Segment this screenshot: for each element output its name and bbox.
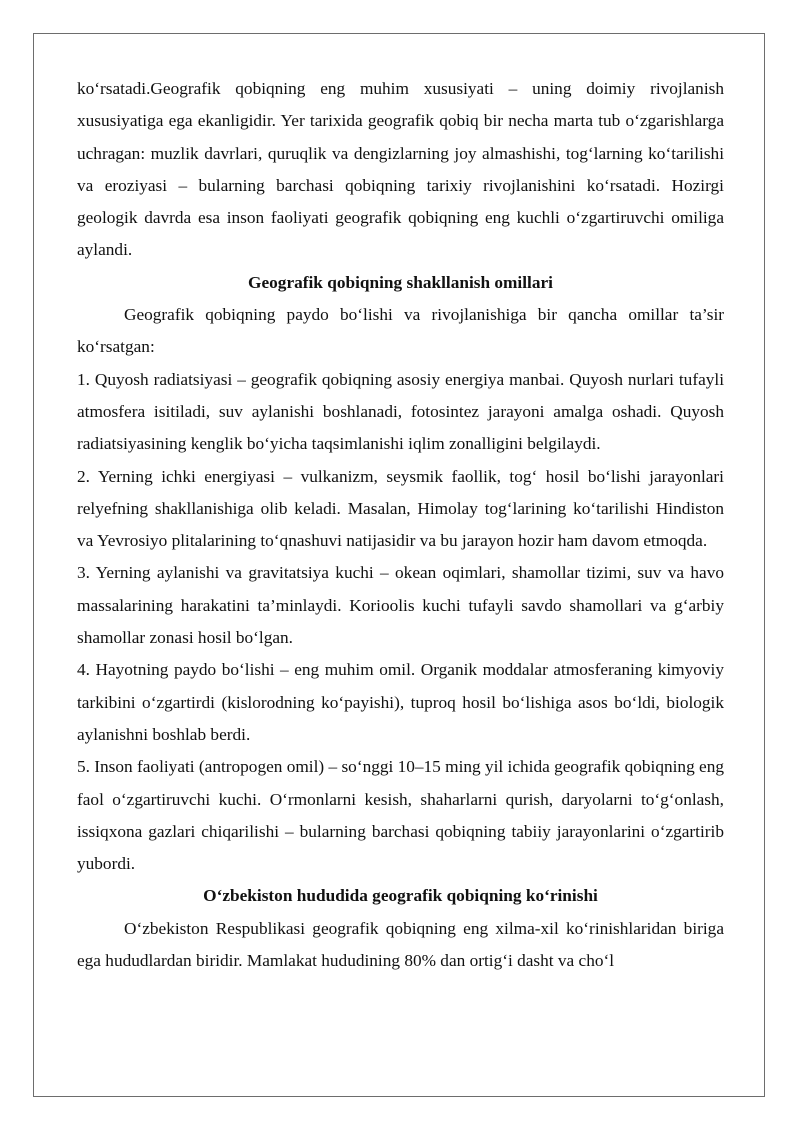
- document-body: [77, 73, 724, 977]
- section-lead-uzbekistan: O‘zbekiston Respublikasi geografik qobiqning eng xilma-xil ko‘rinishlaridan biriga ega hududlardan biridir. Mamlakat hududining 80% dan ortig‘i dasht va cho‘l: [77, 918, 724, 971]
- section-heading-factors: Geografik qobiqning shakllanish omillari: [248, 272, 553, 292]
- factor-item-solar-radiation: 1. Quyosh radiatsiyasi – geografik qobiqning asosiy energiya manbai. Quyosh nurlari tufayli atmosfera isitiladi, suv aylanishi boshlanadi, fotosintez jarayoni amalga oshadi. Quyosh radiatsiyasining kenglik bo‘yicha taqsimlanishi iqlim zonalligini belgilaydi.: [77, 369, 724, 454]
- factor-item-human-activity: 5. Inson faoliyati (antropogen omil) – so‘nggi 10–15 ming yil ichida geografik qobiqning eng faol o‘zgartiruvchi kuchi. O‘rmonlarni kesish, shaharlarni qurish, daryolarni to‘g‘onlash, issiqxona gazlari chiqarilishi – bularning barchasi qobiqning tabiiy jarayonlarini o‘zgartirib yubordi.: [77, 757, 724, 874]
- intro-paragraph: ko‘rsatadi.Geografik qobiqning eng muhim xususiyati – uning doimiy rivojlanish xususiyatiga ega ekanligidir. Yer tarixida geografik qobiq bir necha marta tub o‘zgarishlarga uchragan: muzlik davrlari, quruqlik va dengizlarning joy almashishi, tog‘larning ko‘tarilishi va eroziyasi – bularning barchasi qobiqning tarixiy rivojlanishini ko‘rsatadi. Hozirgi geologik davrda esa inson faoliyati geografik qobiqning eng kuchli o‘zgartiruvchi omiliga aylandi.: [77, 79, 724, 260]
- factor-item-rotation-gravity: 3. Yerning aylanishi va gravitatsiya kuchi – okean oqimlari, shamollar tizimi, suv va havo massalarining harakatini ta’minlaydi. Korioolis kuchi tufayli savdo shamollari va g‘arbiy shamollar zonasi hosil bo‘lgan.: [77, 563, 724, 648]
- factor-item-internal-energy: 2. Yerning ichki energiyasi – vulkanizm, seysmik faollik, tog‘ hosil bo‘lishi jarayonlari relyefning shakllanishiga olib keladi. Masalan, Himolay tog‘larining ko‘tarilishi Hindiston va Yevrosiyo plitalarining to‘qnashuvi natijasidir va bu jarayon hozir ham davom etmoqda.: [77, 466, 724, 551]
- factor-item-life: 4. Hayotning paydo bo‘lishi – eng muhim omil. Organik moddalar atmosferaning kimyoviy tarkibini o‘zgartirdi (kislorodning ko‘payishi), tuproq hosil bo‘lishiga asos bo‘ldi, biologik aylanishni boshlab berdi.: [77, 660, 724, 744]
- section-heading-uzbekistan: O‘zbekiston hududida geografik qobiqning ko‘rinishi: [203, 886, 598, 906]
- section-lead-factors: Geografik qobiqning paydo bo‘lishi va rivojlanishiga bir qancha omillar ta’sir ko‘rsatgan:: [77, 305, 724, 357]
